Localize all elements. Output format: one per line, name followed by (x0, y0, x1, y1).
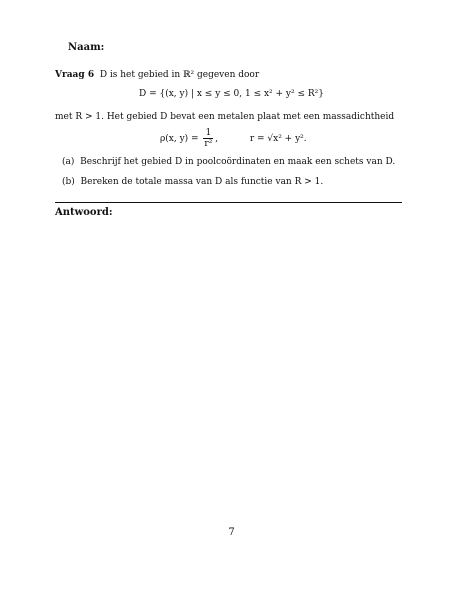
set-definition: D = {(x, y) | x ≤ y ≤ 0, 1 ≤ x² + y² ≤ R²} (139, 89, 324, 99)
part-a (62, 157, 395, 167)
page-number: 7 (228, 527, 235, 538)
question-intro (55, 70, 259, 80)
density-fraction (203, 128, 213, 149)
part-b (62, 177, 323, 187)
density-lhs: ρ(x, y) = (160, 134, 199, 144)
part-b-text: Bereken de totale massa van D als functie van R > 1. (80, 177, 324, 187)
density-formula: ρ(x, y) = $\frac{1}{\text{r²}}$ , r = √x² + y². (160, 128, 307, 149)
part-a-text: Beschrijf het gebied D in poolcoördinaten en maak een schets van D. (80, 157, 396, 167)
divider (55, 202, 402, 203)
condition-text: met R > 1. Het gebied D bevat een metalen plaat met een massadichtheid (55, 112, 395, 122)
density-denominator: r² (204, 139, 213, 149)
name-label: Naam: (68, 42, 105, 53)
answer-label: Antwoord: (55, 207, 113, 218)
part-b-label: (b) (62, 177, 75, 187)
question-label: Vraag 6 (55, 70, 95, 80)
radius-definition: r = √x² + y². (249, 134, 307, 144)
density-numerator: 1 (205, 128, 212, 138)
part-a-label: (a) (62, 157, 75, 167)
question-intro-text: D is het gebied in ℝ² gegeven door (99, 70, 260, 80)
